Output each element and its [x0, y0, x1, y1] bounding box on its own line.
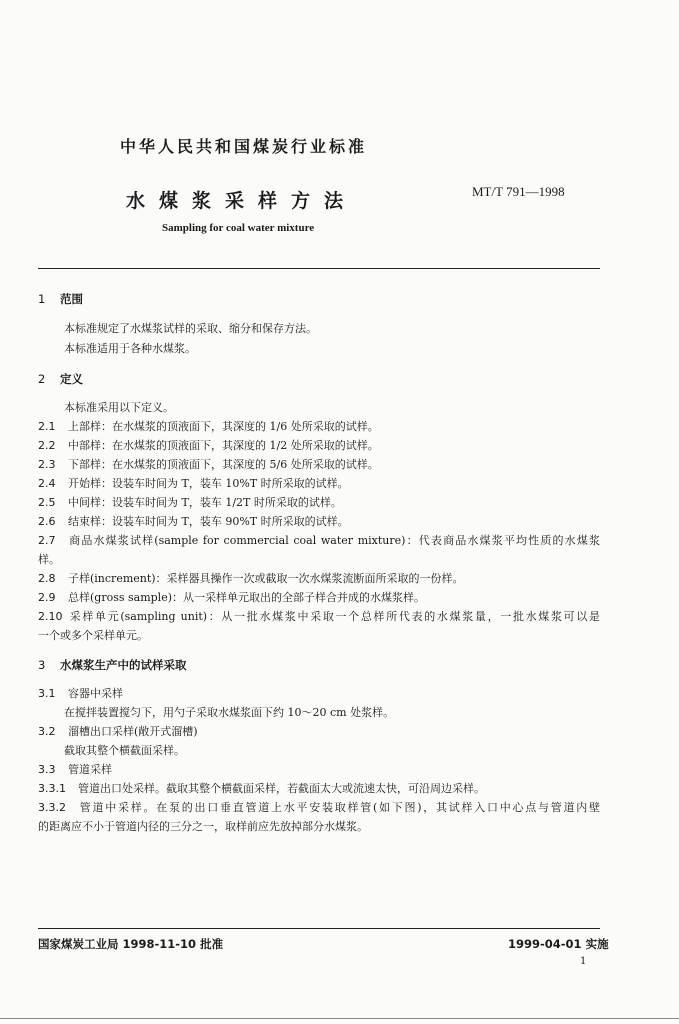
item-number: 3.3.2 — [38, 801, 66, 814]
subsection-heading — [38, 725, 600, 739]
item-text: 结束样：设装车时间为 T，装车 90%T 时所采取的试样。 — [68, 515, 349, 528]
clause-item — [38, 782, 600, 796]
definition-continuation: 一个或多个采样单元。 — [38, 629, 148, 642]
section-number: 2 — [38, 372, 46, 386]
footer-rule — [38, 928, 600, 929]
section-title: 水煤浆生产中的试样采取 — [60, 658, 187, 672]
approval-date: 国家煤炭工业局 1998-11-10 批准 — [38, 937, 224, 951]
item-number: 2.1 — [38, 420, 56, 433]
section-number: 1 — [38, 292, 46, 306]
item-number: 2.8 — [38, 572, 56, 585]
section-3-heading — [38, 658, 600, 672]
paragraph: 本标准适用于各种水煤浆。 — [64, 342, 196, 355]
definition-item — [38, 439, 600, 453]
item-number: 2.10 — [38, 610, 63, 623]
definition-item — [38, 477, 600, 491]
item-text: 下部样：在水煤浆的顶液面下，其深度的 5/6 处所采取的试样。 — [68, 458, 379, 471]
item-number: 2.6 — [38, 515, 56, 528]
item-number: 3.3.1 — [38, 782, 66, 795]
page-number: 1 — [580, 956, 587, 967]
section-2-heading — [38, 372, 600, 386]
item-text: 溜槽出口采样(敞开式溜槽) — [68, 725, 198, 738]
paragraph: 本标准规定了水煤浆试样的采取、缩分和保存方法。 — [64, 322, 317, 335]
page-edge-line — [0, 1018, 679, 1019]
section-title: 定义 — [60, 372, 83, 386]
item-text: 中部样：在水煤浆的顶液面下，其深度的 1/2 处所采取的试样。 — [68, 439, 379, 452]
section-title: 范围 — [60, 292, 83, 306]
definition-item — [38, 420, 600, 434]
header-rule — [38, 268, 600, 269]
paragraph: 本标准采用以下定义。 — [64, 401, 174, 414]
definition-item — [38, 515, 600, 529]
item-text: 中间样：设装车时间为 T，装车 1/2T 时所采取的试样。 — [68, 496, 342, 509]
definition-item — [38, 610, 600, 624]
item-text: 总样(gross sample)：从一采样单元取出的全部子样合并成的水煤浆样。 — [68, 591, 425, 604]
paragraph: 在搅拌装置搅匀下，用勺子采取水煤浆面下约 10～20 cm 处浆样。 — [64, 706, 395, 719]
document-title: 水煤浆采样方法 — [126, 190, 358, 212]
definition-item — [38, 496, 600, 510]
section-number: 3 — [38, 658, 46, 672]
item-text: 管道采样 — [68, 763, 112, 776]
clause-continuation: 的距离应不小于管道内径的三分之一，取样前应先放掉部分水煤浆。 — [38, 820, 368, 833]
paragraph: 截取其整个横截面采样。 — [64, 744, 185, 757]
effective-date: 1999-04-01 实施 — [508, 937, 609, 951]
section-1-heading — [38, 292, 600, 306]
item-text: 开始样：设装车时间为 T，装车 10%T 时所采取的试样。 — [68, 477, 349, 490]
definition-item — [38, 591, 600, 605]
clause-item — [38, 801, 600, 815]
item-number: 3.3 — [38, 763, 56, 776]
standard-code: MT/T 791—1998 — [472, 184, 565, 199]
definition-item — [38, 572, 600, 586]
item-text: 子样(increment)：采样器具操作一次或截取一次水煤浆流断面所采取的一份样。 — [68, 572, 464, 585]
item-number: 2.5 — [38, 496, 56, 509]
item-number: 2.9 — [38, 591, 56, 604]
subsection-heading — [38, 687, 600, 701]
item-number: 2.7 — [38, 534, 56, 547]
definition-item — [38, 458, 600, 472]
english-title: Sampling for coal water mixture — [162, 222, 315, 234]
definition-continuation: 样。 — [38, 553, 60, 566]
item-text: 管道出口处采样。截取其整个横截面采样，若截面太大或流速太快，可沿周边采样。 — [78, 782, 485, 795]
definition-item — [38, 534, 600, 548]
item-number: 3.1 — [38, 687, 56, 700]
item-number: 2.3 — [38, 458, 56, 471]
item-number: 3.2 — [38, 725, 56, 738]
item-text: 容器中采样 — [68, 687, 123, 700]
item-text: 采样单元(sampling unit)：从一批水煤浆中采取一个总样所代表的水煤浆量，一批水煤浆可以是 — [68, 610, 600, 623]
item-text: 商品水煤浆试样(sample for commercial coal water mixture)：代表商品水煤浆平均性质的水煤浆 — [68, 534, 600, 547]
issuing-authority: 中华人民共和国煤炭行业标准 — [120, 137, 368, 156]
item-text: 管道中采样。在泵的出口垂直管道上水平安装取样管(如下图)，其试样入口中心点与管道内壁 — [78, 801, 600, 814]
item-text: 上部样：在水煤浆的顶液面下，其深度的 1/6 处所采取的试样。 — [68, 420, 379, 433]
item-number: 2.2 — [38, 439, 56, 452]
subsection-heading — [38, 763, 600, 777]
item-number: 2.4 — [38, 477, 56, 490]
